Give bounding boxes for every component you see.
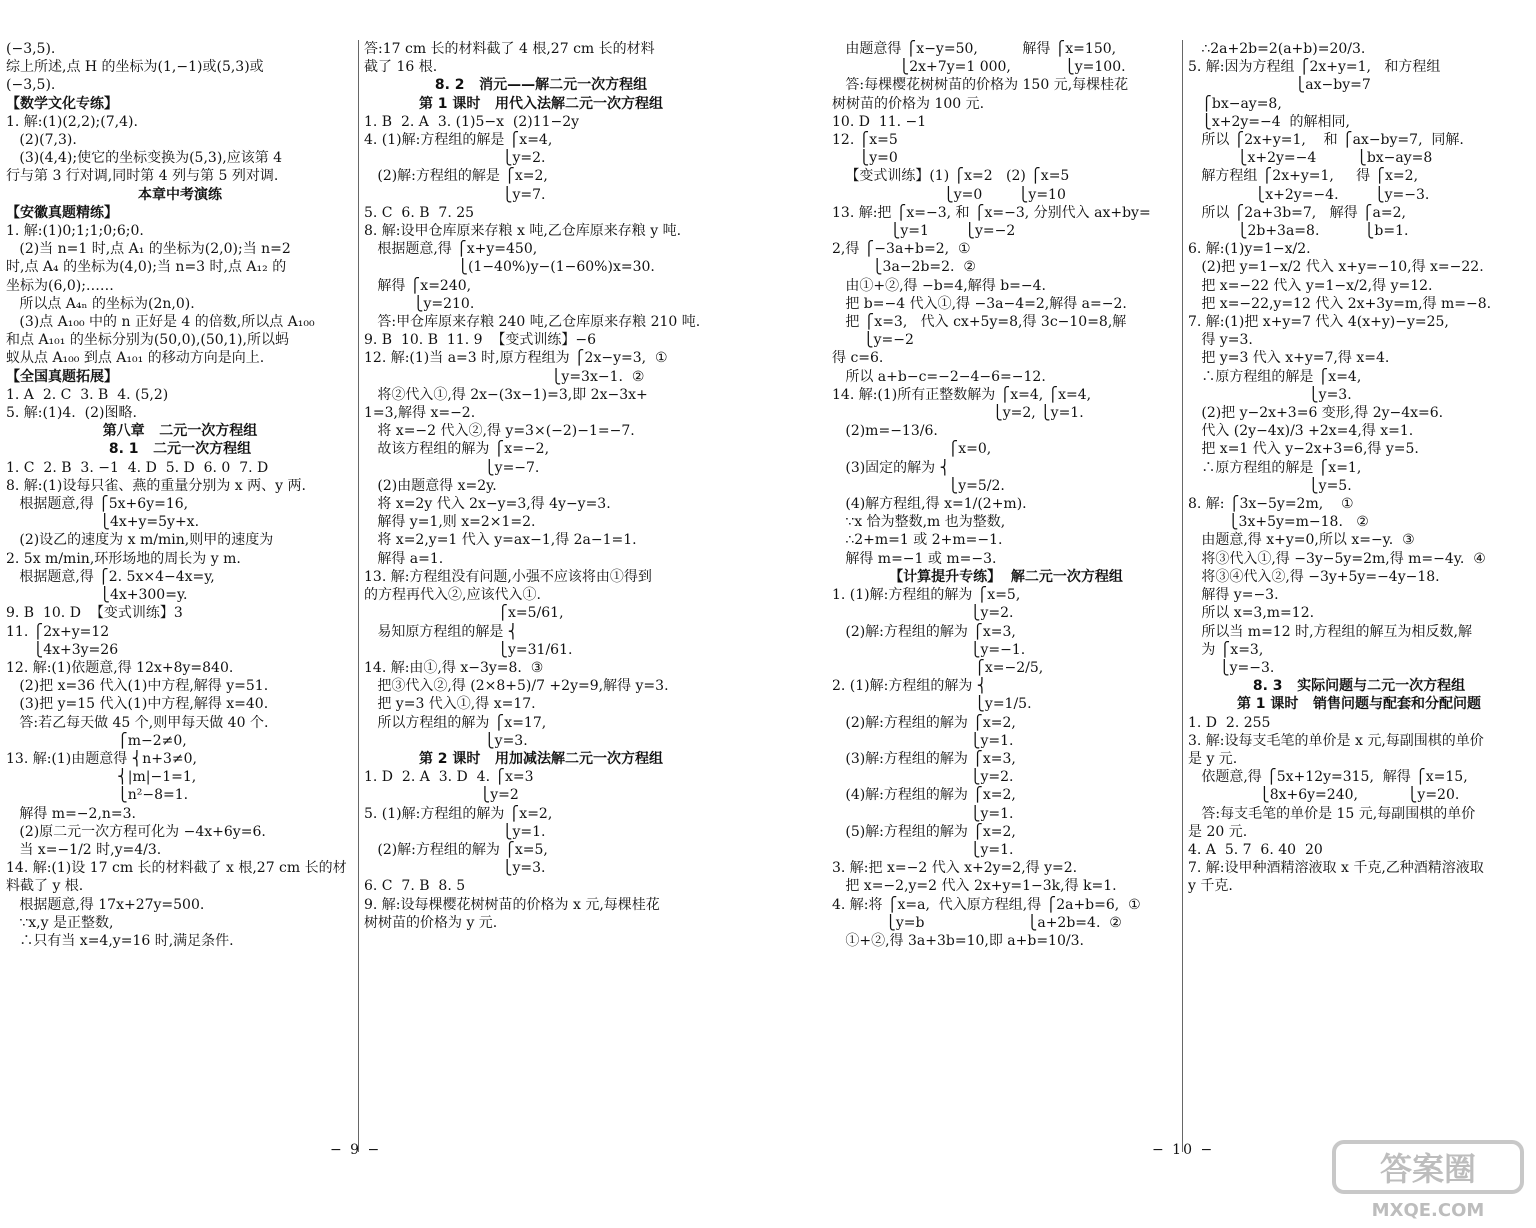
text-line: ⎩y=2. [832,769,1014,786]
text-line: 由题意,得 x+y=0,所以 x=−y. ③ [1188,532,1415,549]
text-line: ∵x 恰为整数,m 也为整数, [832,514,1006,531]
text-line: ⎩y=1. [364,823,546,840]
text-line: 所以 ⎧2x+y=1, 和 ⎧ax−by=7, 同解. [1188,132,1464,149]
text-line: ⎧x=5/61, [364,605,564,622]
text-line: 解得 m=−2,n=3. [6,805,136,822]
text-line: ∴2a+2b=2(a+b)=20/3. [1188,41,1366,57]
text-line: 得 y=3. [1188,332,1253,349]
text-line: 是 y 元. [1188,750,1238,767]
text-line: 13. 解:方程组没有问题,小强不应该将由①得到 [364,568,652,585]
text-line: 1. A 2. C 3. B 4. (5,2) [6,386,169,403]
text-line: 答:每支毛笔的单价是 15 元,每副围棋的单价 [1188,805,1476,822]
text-line: 将③代入①,得 −3y−5y=2m,得 m=−4y. ④ [1188,550,1486,567]
text-line: ⎩y=−2 [832,332,914,349]
text-line: 把 y=3 代入 x+y=7,得 x=4. [1188,350,1390,367]
text-line: 10. D 11. −1 [832,113,927,130]
section-heading: 8. 3 实际问题与二元一次方程组 [1252,678,1466,695]
text-line: ⎩y=2. [832,605,1014,622]
text-line: ⎩y=210. [364,295,475,312]
text-line: 把③代入②,得 (2×8+5)/7 +2y=9,解得 y=3. [364,678,669,695]
text-line: 由①+②,得 −b=4,解得 b=−4. [832,277,1046,294]
text-line: ⎩3x+5y=m−18. ② [1188,514,1369,531]
text-line: 根据题意,得 ⎧2. 5x×4−4x=y, [6,568,215,585]
text-line: 13. 解:(1)由题意得 ⎨n+3≠0, [6,750,197,767]
text-line: 4. 解:将 ⎧x=a, 代入原方程组,得 ⎧2a+b=6, ① [832,896,1141,913]
section-heading: 第八章 二元一次方程组 [102,423,258,440]
text-line: (−3,5). [6,77,56,94]
text-line: ⎩y=5. [1188,477,1352,494]
text-line: 根据题意,得 ⎧5x+6y=16, [6,496,189,513]
text-line: ⎩y=3x−1. ② [364,368,645,385]
text-line: ⎩y=1. [832,841,1014,858]
text-line: 2. (1)解:方程组的解为 ⎨ [832,678,988,695]
text-line: ∵x,y 是正整数, [6,914,114,931]
text-line: 3. 解:把 x=−2 代入 x+2y=2,得 y=2. [832,860,1078,877]
text-line: 蚁从点 A₁₀₀ 到点 A₁₀₁ 的移动方向是向上. [6,350,265,367]
text-line: 综上所述,点 H 的坐标为(1,−1)或(5,3)或 [6,59,264,76]
text-line: (2)解:方程组的解为 ⎧x=3, [832,623,1016,640]
text-line: 把 y=3 代入①,得 x=17. [364,696,536,713]
text-line: (2)当 n=1 时,点 A₁ 的坐标为(2,0);当 n=2 [6,241,291,258]
text-line: 所以当 m=12 时,方程组的解互为相反数,解 [1188,623,1472,640]
text-line: (2)原二元一次方程可化为 −4x+6y=6. [6,823,266,840]
left-page-column-1 [6,40,354,950]
text-line: 和点 A₁₀₁ 的坐标分别为(50,0),(50,1),所以蚂 [6,332,289,349]
right-page-column-2 [1188,40,1530,896]
text-line: 5. 解:因为方程组 ⎧2x+y=1, 和方程组 [1188,59,1441,76]
text-line: (2)解:方程组的解为 ⎧x=2, [832,714,1016,731]
text-line: (2)把 y=1−x/2 代入 x+y=−10,得 x=−22. [1188,259,1484,276]
text-line: 根据题意,得 ⎧x+y=450, [364,241,538,258]
text-line: ⎩y=5/2. [832,477,1005,494]
text-line: (3)(4,4);使它的坐标变换为(5,3),应该第 4 [6,150,283,167]
text-line: y 千克. [1188,878,1233,895]
text-line: 截了 16 根. [364,59,438,76]
text-line: 5. 解:(1)4. (2)图略. [6,405,137,422]
text-line: 答:甲仓库原来存粮 240 吨,乙仓库原来存粮 210 吨. [364,314,701,331]
text-line: 12. ⎧x=5 [832,132,898,149]
text-line: 答:若乙每天做 45 个,则甲每天做 40 个. [6,714,269,731]
text-line: ⎩y=1/5. [832,696,1032,713]
text-line: ⎩y=1. [832,732,1014,749]
text-line: ⎩y=3. [364,732,528,749]
text-line: 9. B 10. D 【变式训练】3 [6,605,183,622]
section-heading: 【全国真题拓展】 [6,368,118,385]
text-line: (2)(7,3). [6,132,77,149]
text-line: 解得 a=1. [364,550,444,567]
text-line: 根据题意,得 17x+27y=500. [6,896,205,913]
text-line: 解得 y=−3. [1188,587,1279,604]
text-line: ∴原方程组的解是 ⎧x=4, [1188,368,1362,385]
text-line: ⎩y=0 [832,150,898,167]
text-line: 7. 解:(1)把 x+y=7 代入 4(x+y)−y=25, [1188,314,1449,331]
text-line: ⎩y=−3. [1188,659,1275,676]
text-line: 答:每棵樱花树树苗的价格为 150 元,每棵桂花 [832,77,1129,94]
text-line: ⎩y=1 ⎩y=−2 [832,223,1016,240]
text-line: (2)解:方程组的解为 ⎧x=5, [364,841,548,858]
text-line: 坐标为(6,0);…… [6,277,114,294]
text-line: 所以 ⎧2a+3b=7, 解得 ⎧a=2, [1188,204,1406,221]
text-line: ⎩y=2, ⎩y=1. [832,405,1084,422]
text-line: 树树苗的价格为 100 元. [832,95,985,112]
section-heading: 【安徽真题精练】 [6,204,118,221]
watermark-url: MXQE.COM [1371,1200,1485,1221]
text-line: (3)把 y=15 代入(1)中方程,解得 x=40. [6,696,269,713]
text-line: 所以方程组的解为 ⎧x=17, [364,714,547,731]
text-line: 由题意得 ⎧x−y=50, 解得 ⎧x=150, [832,41,1117,57]
text-line: 1. D 2. 255 [1188,714,1271,731]
text-line: (3)固定的解为 ⎨ [832,459,951,476]
text-line: 将②代入①,得 2x−(3x−1)=3,即 2x−3x+ [364,386,648,403]
right-page-column-1 [832,40,1180,950]
left-page-column-2 [364,40,718,932]
text-line: (3)解:方程组的解为 ⎧x=3, [832,750,1016,767]
text-line: 4. (1)解:方程组的解是 ⎧x=4, [364,132,553,149]
text-line: 3. 解:设每支毛笔的单价是 x 元,每副围棋的单价 [1188,732,1484,749]
text-line: 14. 解:由①,得 x−3y=8. ③ [364,659,544,676]
text-line: 11. ⎧2x+y=12 [6,623,110,640]
watermark-logo [1330,1138,1526,1222]
text-line: 所以 x=3,m=12. [1188,605,1315,622]
text-line: 树树苗的价格为 y 元. [364,914,498,931]
text-line: 4. A 5. 7 6. 40 20 [1188,841,1323,858]
text-line: 把 b=−4 代入①,得 −3a−4=2,解得 a=−2. [832,295,1127,312]
text-line: 12. 解:(1)当 a=3 时,原方程组为 ⎧2x−y=3, ① [364,350,668,367]
text-line: ⎩x+2y=−4. ⎩y=−3. [1188,186,1430,203]
section-heading: 【计算提升专练】 解二元一次方程组 [889,568,1123,585]
text-line: ⎩3a−2b=2. ② [832,259,976,276]
text-line: ⎩y=−7. [364,459,540,476]
text-line: 易知原方程组的解是 ⎨ [364,623,519,640]
text-line: ⎩y=2 [364,787,519,804]
text-line: 解得 y=1,则 x=2×1=2. [364,514,536,531]
page-number-left: − 9 − [330,1142,382,1158]
text-line: ⎩4x+300=y. [6,587,188,604]
text-line: 7. 解:设甲种酒精溶液取 x 千克,乙种酒精溶液取 [1188,860,1484,877]
text-line: 当 x=−1/2 时,y=4/3. [6,841,162,858]
text-line: 14. 解:(1)所有正整数解为 ⎧x=4, ⎧x=4, [832,386,1092,403]
text-line: ⎩y=31/61. [364,641,573,658]
text-line: 2,得 ⎧−3a+b=2, ① [832,241,971,258]
text-line: ∴原方程组的解是 ⎧x=1, [1188,459,1362,476]
text-line: ⎩y=3. [1188,386,1352,403]
text-line: 8. 解: ⎧3x−5y=2m, ① [1188,496,1354,513]
text-line: 把 x=−2,y=2 代入 2x+y=1−3k,得 k=1. [832,878,1117,895]
text-line: 解方程组 ⎧2x+y=1, 得 ⎧x=2, [1188,168,1419,185]
text-line: 6. C 7. B 8. 5 [364,878,466,895]
text-line: ⎩4x+3y=26 [6,641,119,658]
text-line: ⎩x+2y=−4 ⎩bx−ay=8 [1188,150,1433,167]
text-line: ①+②,得 3a+3b=10,即 a+b=10/3. [832,932,1084,949]
text-line: ⎩8x+6y=240, ⎩y=20. [1188,787,1460,804]
text-line: ⎩x+2y=−4 的解相同, [1188,113,1351,130]
page-number-right: − 10 − [1152,1142,1215,1158]
text-line: ∴2+m=1 或 2+m=−1. [832,532,1003,549]
column-divider [358,40,359,1152]
text-line: 所以 a+b−c=−2−4−6=−12. [832,368,1046,385]
text-line: 故该方程组的解为 ⎧x=−2, [364,441,550,458]
text-line: 9. 解:设每棵樱花树树苗的价格为 x 元,每棵桂花 [364,896,660,913]
text-line: (2)把 x=36 代入(1)中方程,解得 y=51. [6,678,269,695]
text-line: ⎩n²−8=1. [6,787,189,804]
section-heading: 第 2 课时 用加减法解二元一次方程组 [418,750,664,767]
text-line: 把 ⎧x=3, 代入 cx+5y=8,得 3c−10=8,解 [832,314,1127,331]
text-line: 得 c=6. [832,350,884,367]
text-line: ⎩(1−40%)y−(1−60%)x=30. [364,259,655,276]
text-line: 8. 解:设甲仓库原来存粮 x 吨,乙仓库原来存粮 y 吨. [364,223,682,240]
text-line: 把 x=−22 代入 y=1−x/2,得 y=12. [1188,277,1433,294]
section-heading: 【数学文化专练】 [6,95,118,112]
text-line: 1. C 2. B 3. −1 4. D 5. D 6. 0 7. D [6,459,269,476]
text-line: (−3,5). [6,41,56,57]
text-line: 13. 解:把 ⎧x=−3, 和 ⎧x=−3, 分别代入 ax+by= [832,204,1151,221]
section-heading: 8. 2 消元——解二元一次方程组 [434,77,648,94]
text-line: ⎩y=−1. [832,641,1026,658]
text-line: ⎩2x+7y=1 000, ⎩y=100. [832,59,1126,76]
text-line: 5. (1)解:方程组的解为 ⎧x=2, [364,805,553,822]
text-line: 解得 ⎧x=240, [364,277,472,294]
text-line: ⎩y=3. [364,860,546,877]
text-line: ⎧x=0, [832,441,992,458]
text-line: 的方程再代入②,应该代入①. [364,587,541,604]
text-line: 5. C 6. B 7. 25 [364,204,475,221]
text-line: (5)解:方程组的解为 ⎧x=2, [832,823,1016,840]
text-line: 将 x=−2 代入②,得 y=3×(−2)−1=−7. [364,423,635,440]
text-line: ⎩2b+3a=8. ⎩b=1. [1188,223,1409,240]
watermark-text: 答案圈 [1379,1150,1477,1188]
section-heading: 第 1 课时 用代入法解二元一次方程组 [418,95,664,112]
text-line: 将③④代入②,得 −3y+5y=−4y−18. [1188,568,1440,585]
text-line: 1. (1)解:方程组的解为 ⎧x=5, [832,587,1021,604]
text-line: ⎩y=b ⎩a+2b=4. ② [832,914,1122,931]
section-heading: 本章中考演练 [138,186,222,203]
text-line: 行与第 3 行对调,同时第 4 列与第 5 列对调. [6,168,279,185]
text-line: (4)解:方程组的解为 ⎧x=2, [832,787,1016,804]
text-line: ⎩y=1. [832,805,1014,822]
text-line: 将 x=2y 代入 2x−y=3,得 4y−y=3. [364,496,611,513]
text-line: 解得 m=−1 或 m=−3. [832,550,997,567]
text-line: ∴只有当 x=4,y=16 时,满足条件. [6,932,234,949]
text-line: ⎩ax−by=7 [1188,77,1371,94]
text-line: 时,点 A₄ 的坐标为(4,0);当 n=3 时,点 A₁₂ 的 [6,259,287,276]
text-line: 14. 解:(1)设 17 cm 长的材料截了 x 根,27 cm 长的材 [6,860,347,877]
text-line: 为 ⎧x=3, [1188,641,1264,658]
text-line: 9. B 10. B 11. 9 【变式训练】−6 [364,332,597,349]
text-line: 答:17 cm 长的材料截了 4 根,27 cm 长的材料 [364,41,655,57]
text-line: (2)解:方程组的解是 ⎧x=2, [364,168,548,185]
text-line: ⎧m−2≠0, [6,732,187,749]
text-line: 12. 解:(1)依题意,得 12x+8y=840. [6,659,234,676]
text-line: (3)点 A₁₀₀ 中的 n 正好是 4 的倍数,所以点 A₁₀₀ [6,314,315,331]
text-line: 1. 解:(1)0;1;1;0;6;0. [6,223,144,240]
section-heading: 8. 1 二元一次方程组 [108,441,252,458]
text-line: (2)由题意得 x=2y. [364,477,497,494]
text-line: (4)解方程组,得 x=1/(2+m). [832,496,1027,513]
section-heading: 第 1 课时 销售问题与配套和分配问题 [1236,696,1482,713]
text-line: 把 x=1 代入 y−2x+3=6,得 y=5. [1188,441,1419,458]
text-line: 把 x=−22,y=12 代入 2x+3y=m,得 m=−8. [1188,295,1492,312]
text-line: ⎨|m|−1=1, [6,769,197,786]
text-line: ⎩y=0 ⎩y=10 [832,186,1066,203]
text-line: 2. 5x m/min,环形场地的周长为 y m. [6,550,241,567]
text-line: ⎩y=2. [364,150,546,167]
text-line: 所以点 A₄ₙ 的坐标为(2n,0). [6,295,195,312]
text-line: (2)m=−13/6. [832,423,938,440]
text-line: 料截了 y 根. [6,878,84,895]
text-line: (2)把 y−2x+3=6 变形,得 2y−4x=6. [1188,405,1444,422]
text-line: 代入 (2y−4x)/3 +2x=4,得 x=1. [1188,423,1414,440]
text-line: 1. D 2. A 3. D 4. ⎧x=3 [364,769,534,786]
text-line: 依题意,得 ⎧5x+12y=315, 解得 ⎧x=15, [1188,769,1468,786]
text-line: ⎩4x+y=5y+x. [6,514,200,531]
text-line: 8. 解:(1)设每只雀、燕的重量分别为 x 两、y 两. [6,477,306,494]
text-line: (2)设乙的速度为 x m/min,则甲的速度为 [6,532,274,549]
text-line: ⎩y=7. [364,186,546,203]
text-line: 1. B 2. A 3. (1)5−x (2)11−2y [364,113,580,130]
text-line: ⎧bx−ay=8, [1188,95,1282,112]
text-line: 将 x=2,y=1 代入 y=ax−1,得 2a−1=1. [364,532,637,549]
column-divider [1182,40,1183,1152]
text-line: 【变式训练】(1) ⎧x=2 (2) ⎧x=5 [832,168,1070,185]
text-line: ⎧x=−2/5, [832,659,1044,676]
text-line: 1=3,解得 x=−2. [364,405,476,422]
text-line: 6. 解:(1)y=1−x/2. [1188,241,1311,258]
text-line: 是 20 元. [1188,823,1248,840]
text-line: 1. 解:(1)(2,2);(7,4). [6,113,138,130]
